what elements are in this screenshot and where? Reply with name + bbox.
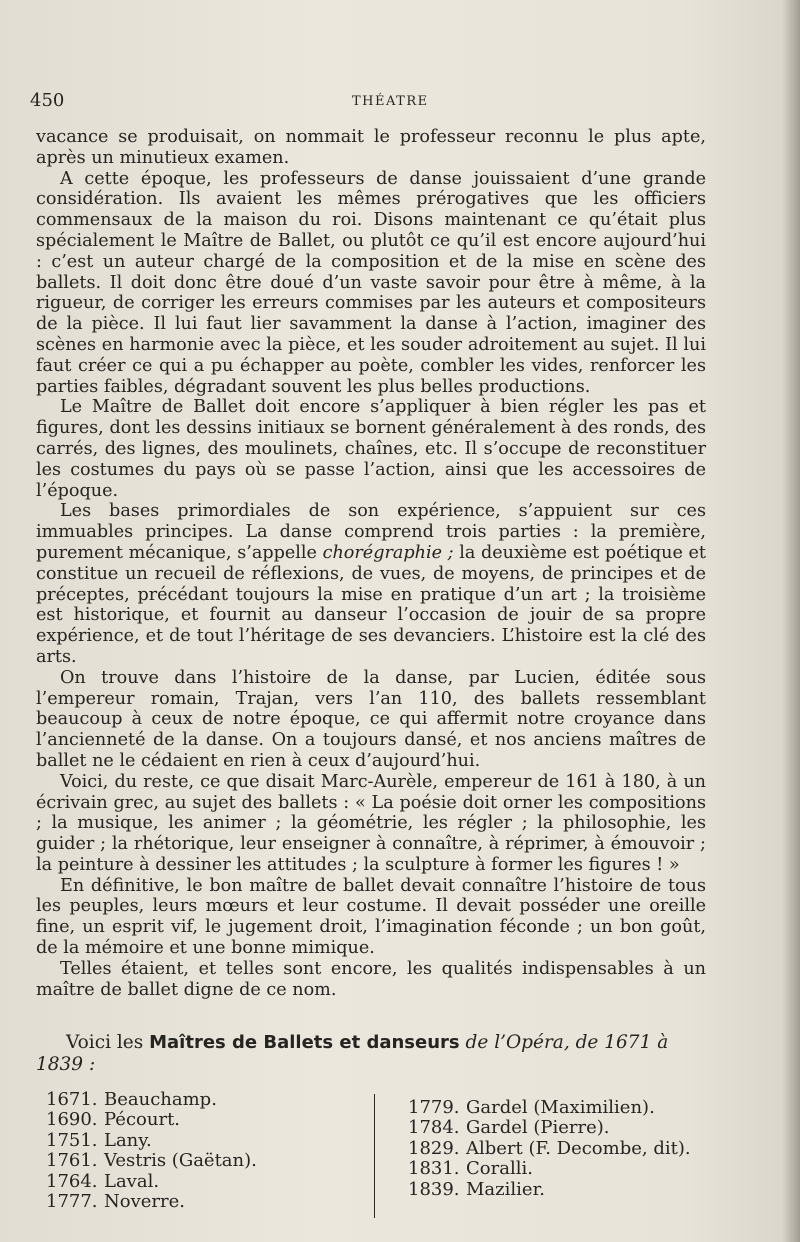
entry-year: 1671.: [46, 1089, 98, 1110]
paragraph-1: vacance se produisait, on nommait le professeur reconnu le plus apte, après un minutieux examen.: [36, 127, 706, 168]
list-intro: [36, 1032, 708, 1076]
page-header: [30, 90, 730, 116]
list-entry: [46, 1131, 346, 1151]
entry-name: Laval.: [104, 1170, 160, 1192]
paragraph-3: Le Maître de Ballet doit encore s’appliquer à bien régler les pas et figures, dont les dessins initiaux se bornent généralement à des ronds, des carrés, des lignes, des moulinets, chaînes, etc. Il s’occupe de reconstituer les costumes du pays où se passe l’action, ainsi que les accessoires de l’époque.: [36, 397, 706, 501]
body-text: [36, 127, 706, 1000]
entry-year: 1829.: [408, 1137, 460, 1159]
entry-year: 1831.: [408, 1158, 460, 1180]
entry-name: Pécourt.: [104, 1109, 181, 1131]
running-title: THÉATRE: [352, 94, 429, 109]
paragraph-4-after: la deuxième est poétique et constitue un recueil de réflexions, de vues, de moyens, de principes et de préceptes, précédant toujours la mise en pratique d’un art ; la troisième est historique, et fournit au danseur l’occasion de jouir de sa propre expérience, et de tout l’héritage de ses devanciers. L’histoire est la clé des arts.: [36, 542, 706, 667]
entry-name: Mazilier.: [466, 1178, 545, 1200]
list-entry: [408, 1118, 728, 1138]
list-entry: [408, 1098, 728, 1118]
paragraph-6: Voici, du reste, ce que disait Marc-Aurèle, empereur de 161 à 180, à un écrivain grec, au sujet des ballets : « La poésie doit orner les compositions ; la musique, les animer ; la géométrie, les régler ; la philosophie, les guider ; la rhétorique, leur enseigner à connaître, à réprimer, à émouvoir ; la peinture à dessiner les attitudes ; la sculpture à former les figures ! »: [36, 771, 706, 875]
entry-year: 1690.: [46, 1109, 98, 1131]
list-entry: [46, 1192, 346, 1212]
list-intro-lead: Voici les: [66, 1032, 144, 1053]
entry-year: 1779.: [408, 1097, 460, 1118]
entry-name: Gardel (Maximilien).: [466, 1097, 655, 1118]
paragraph-7: En définitive, le bon maître de ballet devait connaître l’histoire de tous les peuples, leurs mœurs et leur costume. Il devait posséder une oreille fine, un esprit vif, le jugement droit, l’imagination féconde ; un bon goût, de la mémoire et une bonne mimique.: [36, 875, 706, 959]
entry-name: Beauchamp.: [104, 1089, 217, 1110]
entry-year: 1777.: [46, 1191, 98, 1213]
paragraph-4-before: Les bases primordiales de son expérience, s’appuient sur ces immuables principes. La danse comprend trois parties : la première, purement mécanique, s’appelle: [36, 501, 706, 563]
list-entry: [46, 1110, 346, 1130]
paragraph-4-italic: chorégraphie ;: [322, 542, 454, 563]
page-number: 450: [30, 90, 65, 111]
entry-year: 1784.: [408, 1117, 460, 1139]
entry-year: 1839.: [408, 1178, 460, 1200]
list-entry: [46, 1090, 346, 1110]
entry-name: Lany.: [104, 1129, 152, 1151]
list-entry: [408, 1159, 728, 1179]
entry-year: 1751.: [46, 1129, 98, 1151]
list-entry: [408, 1180, 728, 1200]
paragraph-2: A cette époque, les professeurs de danse jouissaient d’une grande considération. Ils avaient les mêmes prérogatives que les officiers commensaux de la maison du roi. Disons maintenant ce qu’était plus spécialement le Maître de Ballet, ou plutôt ce qu’il est encore aujourd’hui : c’est un auteur chargé de la composition et de la mise en scène des ballets. Il doit donc être doué d’un vaste savoir pour être à même, à la rigueur, de corriger les erreurs commises par les auteurs et compositeurs de la pièce. Il lui faut lier savamment la danse à l’action, imaginer des scènes en harmonie avec la pièce, et les souder adroitement au sujet. Il lui faut créer ce qui a pu échapper au poète, combler les vides, renforcer les parties faibles, dégradant souvent les plus belles productions.: [36, 168, 706, 397]
entry-year: 1764.: [46, 1170, 98, 1192]
entry-name: Vestris (Gaëtan).: [104, 1150, 257, 1172]
ballet-masters-list-right: [408, 1098, 728, 1200]
entry-year: 1761.: [46, 1150, 98, 1172]
paragraph-8: Telles étaient, et telles sont encore, les qualités indispensables à un maître de ballet digne de ce nom.: [36, 958, 706, 1000]
list-entry: [46, 1172, 346, 1192]
entry-name: Coralli.: [466, 1158, 533, 1180]
page-edge-shadow: [782, 0, 800, 1242]
paragraph-5: On trouve dans l’histoire de la danse, par Lucien, éditée sous l’empereur romain, Trajan, vers l’an 110, des ballets ressemblant beaucoup à ceux de notre époque, ce qui affermit notre croyance dans l’ancienneté de la danse. On a toujours dansé, et nos anciens maîtres de ballet ne le cédaient en rien à ceux d’aujourd’hui.: [36, 667, 706, 771]
paragraph-4: [36, 501, 706, 667]
list-intro-italic: de l’Opéra, de 1671 à 1839 :: [36, 1032, 669, 1075]
list-entry: [408, 1139, 728, 1159]
entry-name: Gardel (Pierre).: [466, 1117, 610, 1139]
ballet-masters-list-left: [46, 1090, 346, 1212]
list-entry: [46, 1151, 346, 1171]
entry-name: Noverre.: [104, 1191, 185, 1213]
entry-name: Albert (F. Decombe, dit).: [466, 1137, 691, 1159]
column-divider: [374, 1094, 375, 1218]
list-intro-bold: Maîtres de Ballets et danseurs: [149, 1032, 460, 1053]
